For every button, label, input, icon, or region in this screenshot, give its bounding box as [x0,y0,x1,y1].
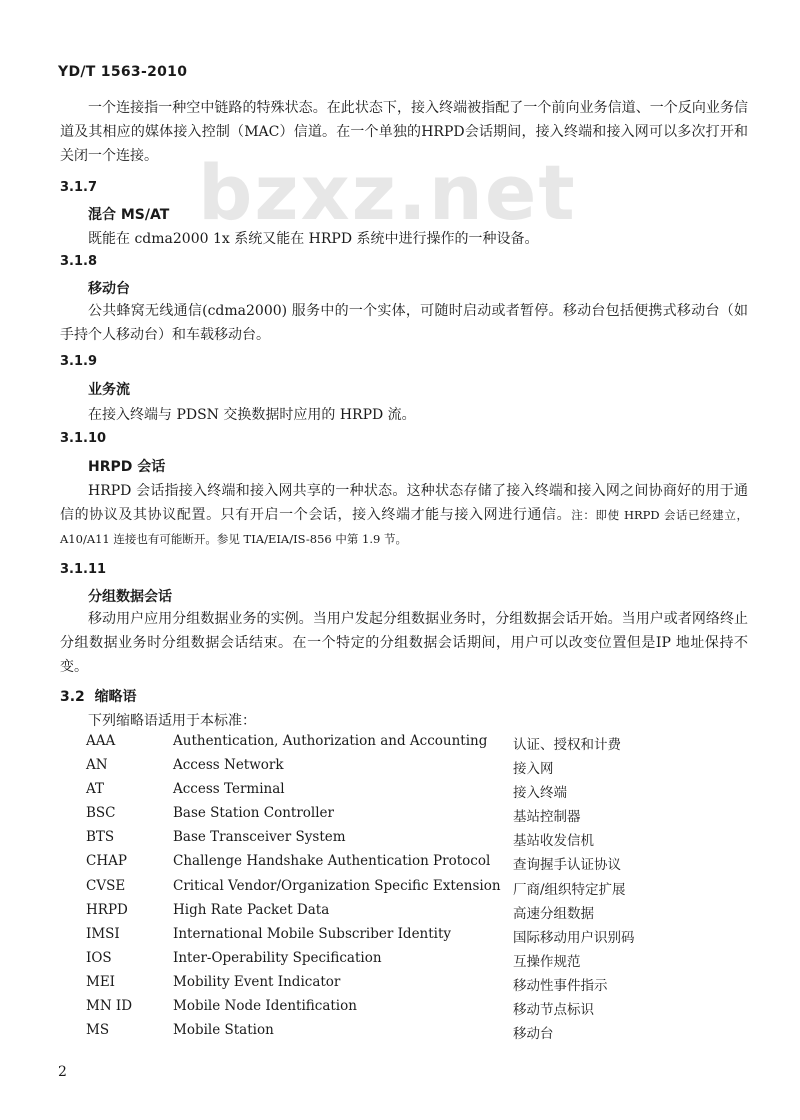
abbr-chinese: 高速分组数据 [513,905,594,922]
abbreviation-row [86,878,726,902]
abbr: MEI [86,973,116,990]
abbreviation-row [86,781,726,805]
clause-note: 注：即使 HRPD 会话已经建立，A10/A11 连接也有可能断开。参见 TIA/EIA/IS-856 中第 1.9 节。 [60,508,748,546]
abbreviation-row [86,902,726,926]
clause-definition: 既能在 cdma2000 1x 系统又能在 HRPD 系统中进行操作的一种设备。 [88,231,539,247]
abbr-chinese: 移动节点标识 [513,1002,594,1019]
abbr-chinese: 厂商/组织特定扩展 [513,881,626,898]
clause-definition-block [60,479,748,551]
abbreviation-row [86,829,726,853]
abbr-english: Critical Vendor/Organization Specific Extension [173,877,501,894]
section-title: 缩略语 [94,689,137,705]
abbr: MS [86,1022,110,1039]
watermark: bzxz.net [198,148,577,237]
abbreviation-table [86,733,726,1046]
abbr: IOS [86,949,112,966]
abbr-english: Base Transceiver System [173,829,346,846]
abbr-chinese: 移动性事件指示 [513,977,608,994]
abbr: AAA [86,733,116,749]
clause-term: 分组数据会话 [88,589,172,605]
abbr-english: Base Station Controller [173,805,334,822]
abbreviation-row [86,805,726,829]
clause-definition: 在接入终端与 PDSN 交换数据时应用的 HRPD 流。 [88,407,416,423]
abbr-chinese: 国际移动用户识别码 [513,929,635,946]
abbr-english: International Mobile Subscriber Identity [173,925,452,942]
abbr: MN ID [86,998,133,1015]
abbr-english: High Rate Packet Data [173,901,330,918]
abbr-chinese: 移动台 [513,1026,554,1043]
abbr-chinese: 基站收发信机 [513,833,594,850]
abbreviation-row [86,733,726,757]
section-heading [60,686,137,706]
abbreviation-row [86,926,726,950]
abbr-english: Authentication, Authorization and Accounting [173,733,488,749]
clause-definition: 公共蜂窝无线通信(cdma2000) 服务中的一个实体，可随时启动或者暂停。移动台包括便携式移动台（如手持个人移动台）和车载移动台。 [60,303,748,343]
abbr: AT [86,781,105,798]
abbreviation-row [86,998,726,1022]
clause-definition: 移动用户应用分组数据业务的实例。当用户发起分组数据业务时，分组数据会话开始。当用户或者网络终止分组数据业务时分组数据会话结束。在一个特定的分组数据会话期间，用户可以改变位置但是IP 地址保持不变。 [60,611,748,675]
clause-term: 业务流 [88,382,130,398]
abbr-chinese: 接入终端 [513,785,567,802]
abbr-chinese: 接入网 [513,761,554,778]
abbreviation-row [86,853,726,877]
clause-number: 3.1.11 [60,562,107,577]
abbr-english: Mobile Node Identification [173,998,357,1015]
abbr: CVSE [86,877,126,894]
abbreviation-row [86,950,726,974]
abbr: BSC [86,805,116,822]
abbr: BTS [86,829,115,846]
abbreviation-row [86,1022,726,1046]
section-intro: 下列缩略语适用于本标准： [88,713,256,729]
abbr-english: Mobile Station [173,1022,274,1039]
clause-definition: HRPD 会话指接入终端和接入网共享的一种状态。这种状态存储了接入终端和接入网之间协商好的用于通信的协议及其协议配置。只有开启一个会话，接入终端才能与接入网进行通信。 [60,483,748,523]
abbr-english: Mobility Event Indicator [173,973,341,990]
page-number: 2 [58,1064,67,1080]
clause-term: 混合 MS/AT [88,207,170,223]
abbreviation-row [86,974,726,998]
clause-number: 3.1.8 [60,254,98,269]
abbr-chinese: 互操作规范 [513,953,581,970]
clause-term: HRPD 会话 [88,459,166,475]
abbr-chinese: 基站控制器 [513,809,581,826]
clause-number: 3.1.9 [60,354,98,369]
abbr: CHAP [86,853,127,870]
clause-term: 移动台 [88,281,130,297]
abbr-english: Challenge Handshake Authentication Protocol [173,853,491,870]
clause-number: 3.1.10 [60,431,107,446]
abbreviation-row [86,757,726,781]
document-id-header: YD/T 1563-2010 [58,64,188,80]
abbr-chinese: 认证、授权和计费 [513,737,621,753]
clause-number: 3.1.7 [60,180,98,195]
abbr: AN [86,757,108,774]
abbr-chinese: 查询握手认证协议 [513,857,621,874]
intro-paragraph: 一个连接指一种空中链路的特殊状态。在此状态下，接入终端被指配了一个前向业务信道、一个反向业务信道及其相应的媒体接入控制（MAC）信道。在一个单独的HRPD会话期间，接入终端和接入网可以多次打开和关闭一个连接。 [60,100,748,164]
abbr-english: Access Network [173,757,284,774]
section-number: 3.2 [60,689,85,705]
abbr: HRPD [86,901,128,918]
abbr-english: Inter-Operability Specification [173,949,382,966]
abbr: IMSI [86,925,120,942]
abbr-english: Access Terminal [173,781,285,798]
